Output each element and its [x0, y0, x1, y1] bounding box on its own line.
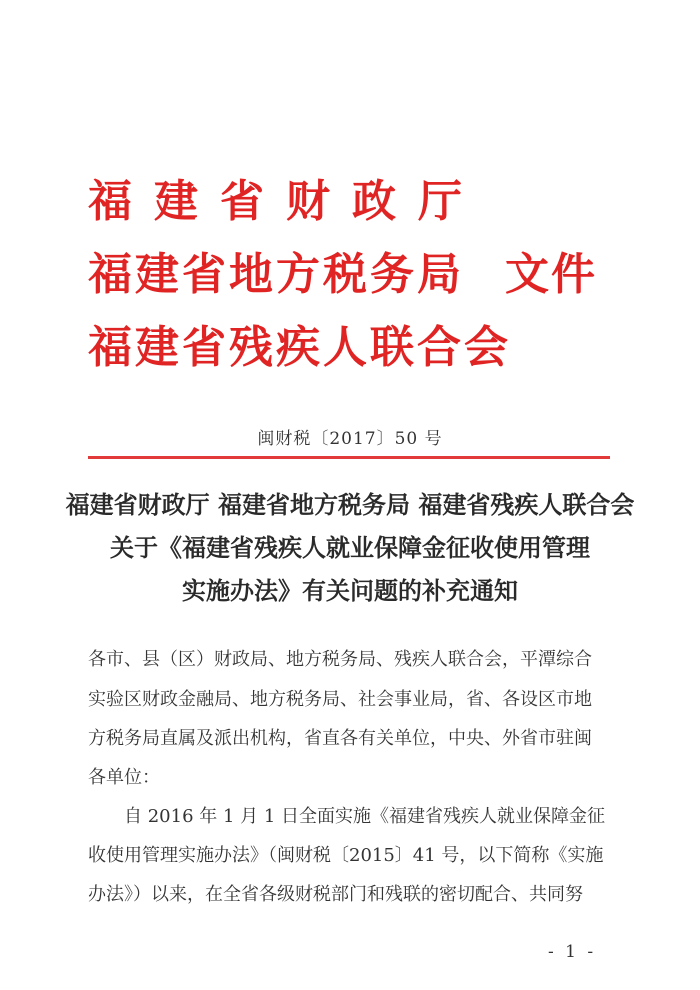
issuer-line-3: 福建省残疾人联合会	[88, 322, 511, 373]
paragraph-line-3: 办法》）以来，在全省各级财税部门和残联的密切配合、共同努	[88, 884, 583, 905]
title-line-2: 关于《福建省残疾人就业保障金征收使用管理	[110, 533, 590, 562]
title-line-3: 实施办法》有关问题的补充通知	[182, 576, 518, 605]
paragraph-line-2: 收使用管理实施办法》（闽财税〔2015〕41 号，以下简称《实施	[88, 845, 604, 866]
page-number: - 1 -	[548, 942, 597, 962]
addressee-line-1: 各市、县（区）财政局、地方税务局、残疾人联合会，平潭综合	[88, 649, 592, 670]
addressee-line-3: 方税务局直属及派出机构，省直各有关单位，中央、外省市驻闽	[88, 728, 592, 749]
issuer-line-1: 福建省财政厅	[88, 176, 484, 227]
addressee-line-4: 各单位：	[88, 767, 160, 788]
red-divider	[88, 456, 610, 459]
title-line-1: 福建省财政厅 福建省地方税务局 福建省残疾人联合会	[65, 490, 635, 519]
doc-type-label: 文件	[505, 249, 597, 300]
issuer-line-2: 福建省地方税务局	[88, 249, 464, 300]
addressee-line-2: 实验区财政金融局、地方税务局、社会事业局，省、各设区市地	[88, 689, 592, 710]
document-number: 闽财税〔2017〕50 号	[257, 429, 443, 449]
paragraph-line-1: 自 2016 年 1 月 1 日全面实施《福建省残疾人就业保障金征	[124, 806, 606, 827]
